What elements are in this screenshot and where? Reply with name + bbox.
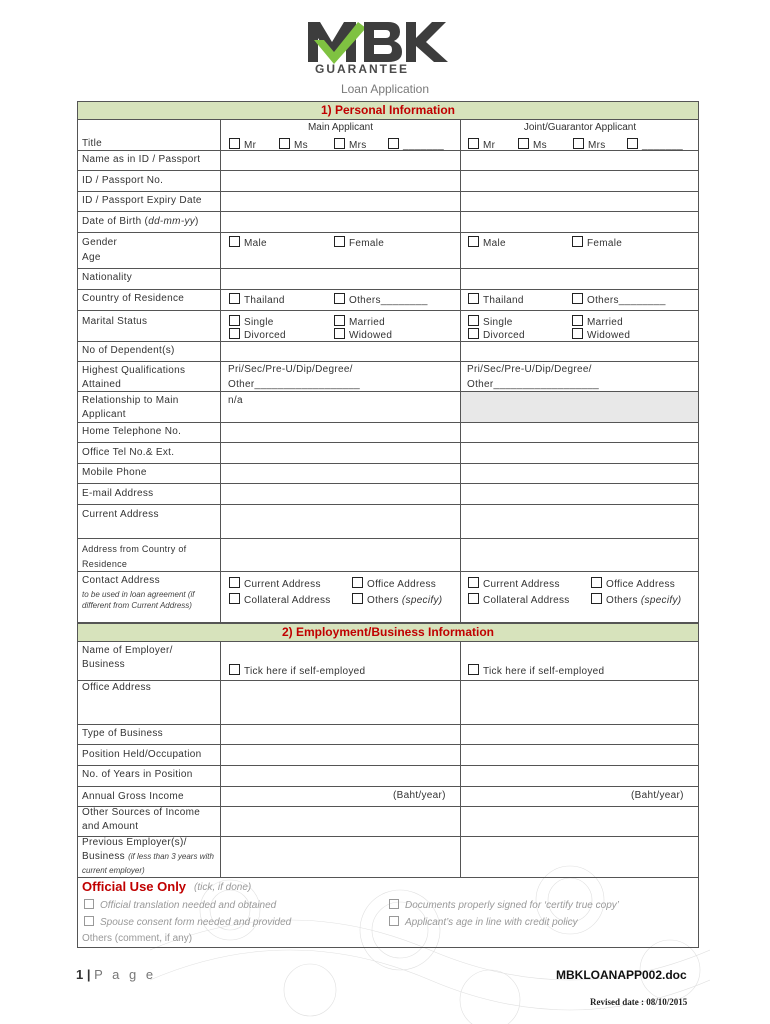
checkbox-icon [627,138,638,149]
joint-country-others[interactable]: Others________ [572,293,666,306]
checkbox-icon [468,328,479,339]
checkbox-icon [572,236,583,247]
label-nationality: Nationality [82,272,132,283]
label-address-country: Address from Country of Residence [82,544,187,569]
section2-heading: 2) Employment/Business Information [77,623,699,642]
label-marital: Marital Status [82,316,148,327]
logo-subtitle: GUARANTEE [314,62,409,76]
checkbox-icon [591,577,602,588]
main-relationship-na: n/a [228,395,243,406]
checkbox-icon [229,593,240,604]
main-title-mrs[interactable]: Mrs [334,138,367,151]
previous-employer-note: (if less than 3 years with current employer) [82,852,214,875]
joint-marital-single[interactable]: Single [468,315,513,328]
official-spouse-check[interactable]: Spouse consent form needed and provided [84,916,291,928]
main-contact-others[interactable]: Others (specify) [352,593,442,606]
checkbox-icon [229,315,240,326]
main-marital-single[interactable]: Single [229,315,274,328]
checkbox-icon [229,664,240,675]
joint-title-other[interactable]: _______ [627,138,683,151]
checkbox-icon [468,577,479,588]
label-dependents: No of Dependent(s) [82,345,175,356]
checkbox-icon [334,236,345,247]
official-documents-check[interactable]: Documents properly signed for ‘certify true copy’ [389,899,619,911]
label-mobile: Mobile Phone [82,467,147,478]
main-income-unit: (Baht/year) [393,790,446,801]
main-title-other[interactable]: _______ [388,138,444,151]
checkbox-icon [229,236,240,247]
joint-contact-collateral[interactable]: Collateral Address [468,593,570,606]
main-gender-male[interactable]: Male [229,236,267,249]
main-contact-collateral[interactable]: Collateral Address [229,593,331,606]
checkbox-icon [334,328,345,339]
main-qualification-options: Pri/Sec/Pre-U/Dip/Degree/ [228,364,353,375]
checkbox-icon [84,899,94,909]
main-qualification-other: Other__________________ [228,379,361,390]
label-other-income: Other Sources of Income and Amount [82,807,201,832]
checkbox-icon [468,664,479,675]
main-country-others[interactable]: Others________ [334,293,428,306]
revised-date: Revised date : 08/10/2015 [590,997,688,1007]
checkbox-icon [468,138,479,149]
joint-contact-current[interactable]: Current Address [468,577,560,590]
checkbox-icon [334,293,345,304]
main-title-mr[interactable]: Mr [229,138,256,151]
page-number: 1 | P a g e [76,967,157,982]
label-office-tel: Office Tel No.& Ext. [82,447,175,458]
joint-title-ms[interactable]: Ms [518,138,547,151]
checkbox-icon [229,293,240,304]
checkbox-icon [573,138,584,149]
label-previous-employer: Previous Employer(s)/ Business (if less than 3 years with current employer) [82,837,214,875]
joint-qualification-other: Other__________________ [467,379,600,390]
checkbox-icon [334,315,345,326]
main-marital-divorced[interactable]: Divorced [229,328,286,341]
joint-contact-others[interactable]: Others (specify) [591,593,681,606]
label-id: ID / Passport No. [82,175,164,186]
main-marital-married[interactable]: Married [334,315,385,328]
checkbox-icon [468,293,479,304]
label-name: Name as in ID / Passport [82,154,201,165]
checkbox-icon [229,328,240,339]
label-current-address: Current Address [82,509,159,520]
checkbox-icon [572,315,583,326]
joint-self-employed[interactable]: Tick here if self-employed [468,664,604,677]
label-qualifications: Highest Qualifications Attained [82,365,186,390]
label-home-tel: Home Telephone No. [82,426,182,437]
checkbox-icon [468,236,479,247]
main-self-employed[interactable]: Tick here if self-employed [229,664,365,677]
joint-country-thailand[interactable]: Thailand [468,293,524,306]
checkbox-icon [389,899,399,909]
checkbox-icon [572,293,583,304]
joint-gender-male[interactable]: Male [468,236,506,249]
main-title-ms[interactable]: Ms [279,138,308,151]
official-age-check[interactable]: Applicant’s age in line with credit policy [389,916,578,928]
joint-qualification-options: Pri/Sec/Pre-U/Dip/Degree/ [467,364,592,375]
joint-title-mr[interactable]: Mr [468,138,495,151]
checkbox-icon [468,315,479,326]
section1-heading: 1) Personal Information [77,101,699,120]
joint-marital-married[interactable]: Married [572,315,623,328]
joint-relationship-shaded-cell [461,392,698,422]
document-title: Loan Application [340,82,430,96]
label-employer: Name of Employer/ Business [82,645,173,670]
joint-applicant-header: Joint/Guarantor Applicant [523,122,637,133]
checkbox-icon [572,328,583,339]
main-contact-office[interactable]: Office Address [352,577,436,590]
joint-marital-divorced[interactable]: Divorced [468,328,525,341]
joint-income-unit: (Baht/year) [631,790,684,801]
main-gender-female[interactable]: Female [334,236,384,249]
checkbox-icon [84,916,94,926]
main-contact-current[interactable]: Current Address [229,577,321,590]
checkbox-icon [229,577,240,588]
label-gender: Gender [82,237,118,248]
contact-address-note: to be used in loan agreement (if different from Current Address) [82,590,195,610]
official-use-title: Official Use Only [82,879,187,894]
main-country-thailand[interactable]: Thailand [229,293,285,306]
label-years: No. of Years in Position [82,769,193,780]
checkbox-icon [389,916,399,926]
checkbox-icon [518,138,529,149]
checkbox-icon [591,593,602,604]
label-expiry: ID / Passport Expiry Date [82,195,202,206]
label-email: E-mail Address [82,488,154,499]
joint-gender-female[interactable]: Female [572,236,622,249]
official-translation-check[interactable]: Official translation needed and obtained [84,899,276,911]
label-business-type: Type of Business [82,728,163,739]
label-office-address: Office Address [82,682,152,693]
checkbox-icon [334,138,345,149]
main-marital-widowed[interactable]: Widowed [334,328,392,341]
label-position: Position Held/Occupation [82,749,202,760]
official-others-comment: Others (comment, if any) [82,933,193,944]
label-age: Age [82,252,101,263]
checkbox-icon [468,593,479,604]
checkbox-icon [388,138,399,149]
joint-title-mrs[interactable]: Mrs [573,138,606,151]
main-applicant-header: Main Applicant [307,122,374,133]
label-relationship: Relationship to Main Applicant [82,395,179,420]
joint-marital-widowed[interactable]: Widowed [572,328,630,341]
checkbox-icon [352,593,363,604]
joint-contact-office[interactable]: Office Address [591,577,675,590]
document-code: MBKLOANAPP002.doc [556,968,687,982]
checkbox-icon [229,138,240,149]
checkbox-icon [352,577,363,588]
label-income: Annual Gross Income [82,791,184,802]
label-contact-address: Contact Address [82,575,160,586]
label-dob: Date of Birth (dd-mm-yy) [82,216,199,227]
official-use-hint: (tick, if done) [194,882,252,893]
checkbox-icon [279,138,290,149]
label-title: Title [82,138,103,149]
label-country: Country of Residence [82,293,185,304]
